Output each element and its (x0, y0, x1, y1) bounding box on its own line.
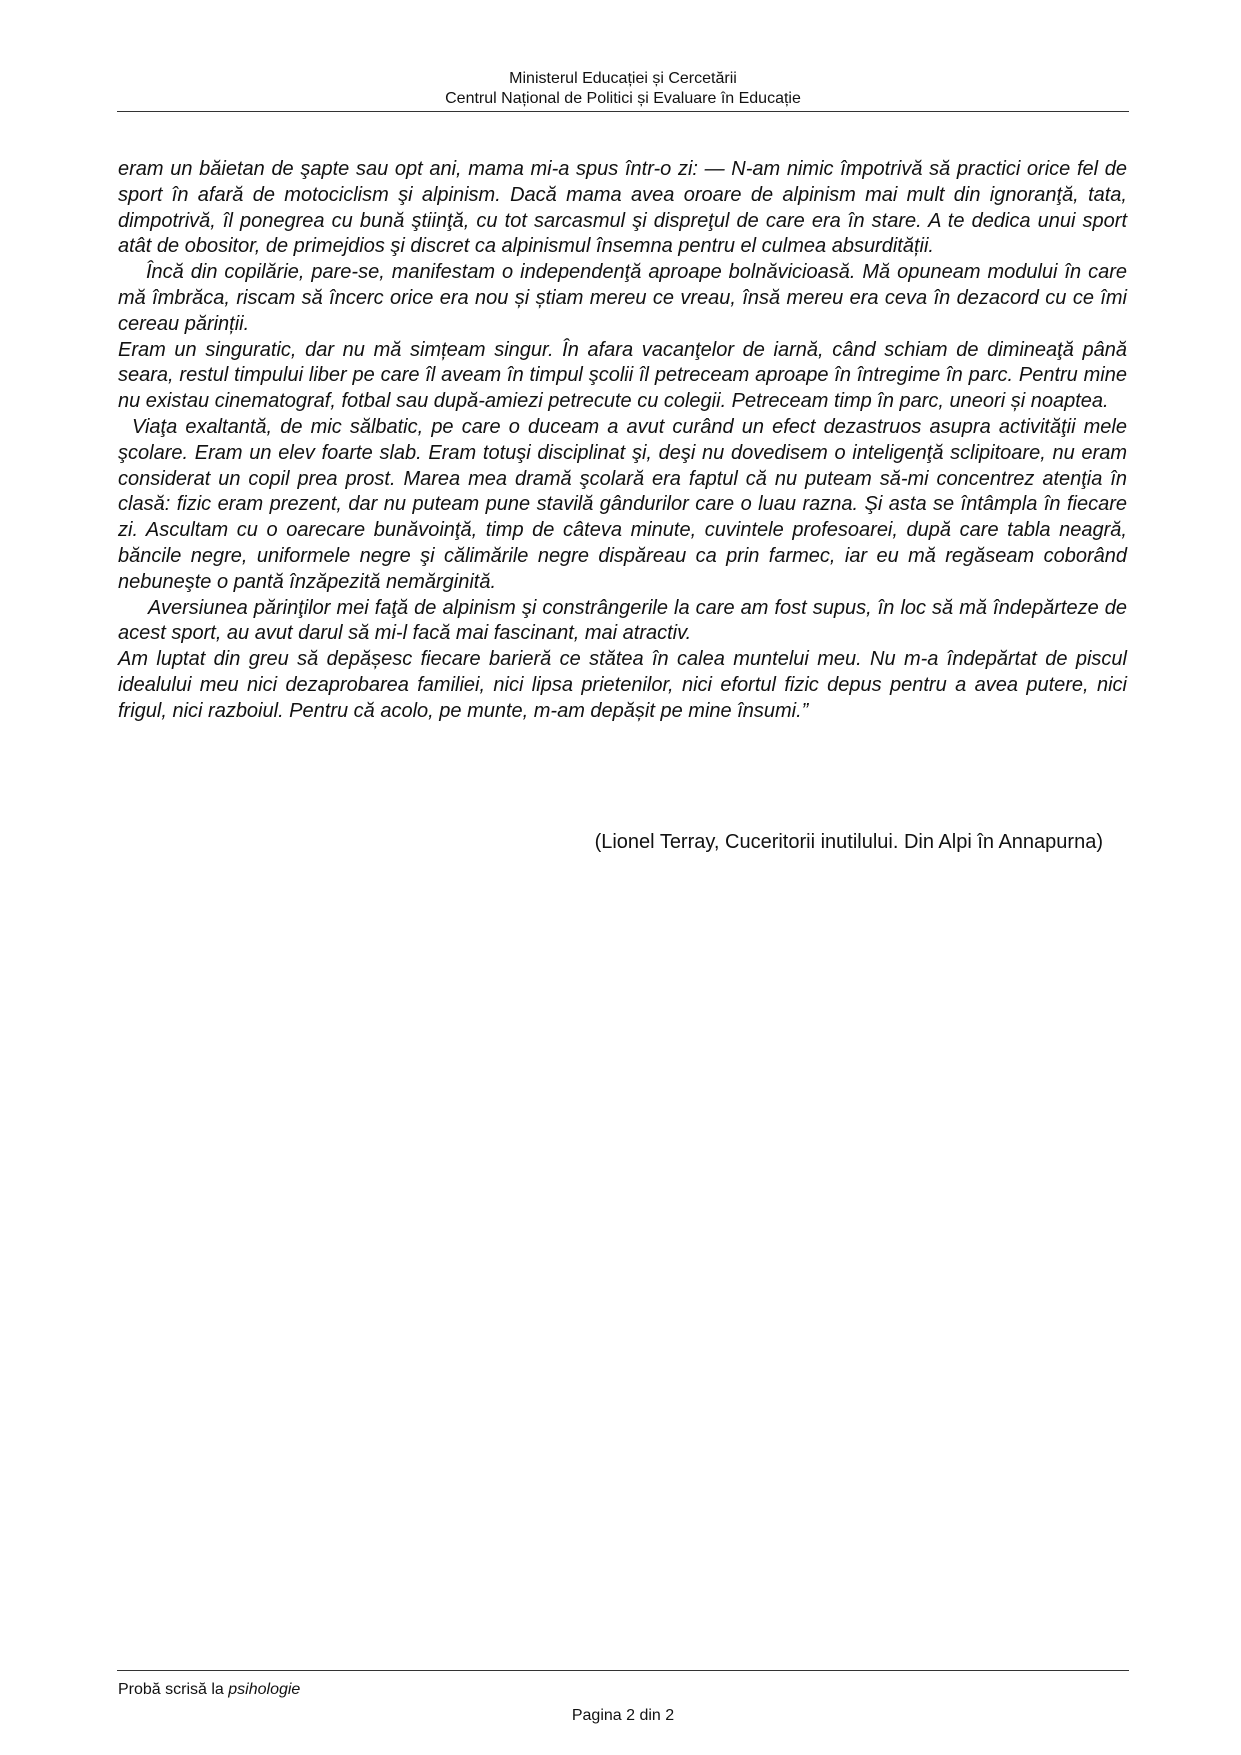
paragraph-1: eram un băietan de şapte sau opt ani, mama mi-a spus într-o zi: — N-am nimic împotrivă să practici orice fel de sport în afară de motociclism şi alpinism. Dacă mama avea oroare de alpinism mai mult din ignoranţă, tata, dimpotrivă, îl ponegrea cu bună ştiinţă, cu tot sarcasmul şi dispreţul de care era în stare. A te dedica unui sport atât de obositor, de primejdios şi discret ca alpinismul însemna pentru el culmea absurdității. (118, 158, 1127, 258)
paragraph-5: Aversiunea părinţilor mei faţă de alpinism şi constrângerile la care am fost supus, în loc să mă îndepărteze de acest sport, au avut darul să mi-l facă mai fascinant, mai atractiv. (118, 596, 1127, 645)
header-ministry: Ministerul Educației și Cercetării (509, 70, 737, 87)
excerpt-text (118, 157, 1127, 725)
exam-subject: psihologie (228, 1681, 301, 1698)
paragraph-6: Am luptat din greu să depășesc fiecare barieră ce stătea în calea muntelui meu. Nu m-a îndepărtat de piscul idealului meu nici dezaprobarea familiei, nici lipsa prietenilor, nici efortul fizic depus pentru a avea putere, nici frigul, nici razboiul. Pentru că acolo, pe munte, m-am depășit pe mine însumi.” (118, 648, 1127, 722)
header-divider (117, 111, 1129, 112)
header-center: Centrul Național de Politici și Evaluare în Educație (445, 90, 801, 107)
exam-prefix: Probă scrisă la (118, 1681, 229, 1698)
exam-label (118, 1680, 300, 1700)
paragraph-4: Viaţa exaltantă, de mic sălbatic, pe care o duceam a avut curând un efect dezastruos asupra activităţii mele şcolare. Eram un elev foarte slab. Eram totuşi disciplinat şi, deşi nu dovedisem o inteligenţă sclipitoare, nu eram considerat un copil prea prost. Marea mea dramă şcolară era faptul că nu puteam să-mi concentrez atenţia în clasă: fizic eram prezent, dar nu puteam pune stavilă gândurilor care o luau razna. Şi asta se întâmpla în fiecare zi. Ascultam cu o oarecare bunăvoinţă, timp de câteva minute, cuvintele profesoarei, după care tabla neagră, băncile negre, uniformele negre şi călimările negre dispăreau ca prin farmec, iar eu mă regăseam coborând nebuneşte o pantă înzăpezită nemărginită. (118, 415, 1127, 593)
page-number: Pagina 2 din 2 (571, 1707, 675, 1724)
source-attribution: (Lionel Terray, Cuceritorii inutilului. Din Alpi în Annapurna) (594, 831, 1103, 853)
footer-divider (117, 1670, 1129, 1671)
paragraph-2: Încă din copilărie, pare-se, manifestam o independenţă aproape bolnăvicioasă. Mă opuneam modului în care mă îmbrăca, riscam să încerc orice era nou și știam mereu ce vreau, însă mereu era ceva în dezacord cu ce îmi cereau părinții. (118, 261, 1127, 335)
paragraph-3: Eram un singuratic, dar nu mă simțeam singur. În afara vacanţelor de iarnă, când schiam de dimineaţă până seara, restul timpului liber pe care îl aveam în timpul şcolii îl petreceam aproape în întregime în parc. Pentru mine nu existau cinematograf, fotbal sau după-amiezi petrecute cu colegii. Petreceam timp în parc, uneori și noaptea. (118, 338, 1127, 413)
page-header (117, 69, 1129, 109)
